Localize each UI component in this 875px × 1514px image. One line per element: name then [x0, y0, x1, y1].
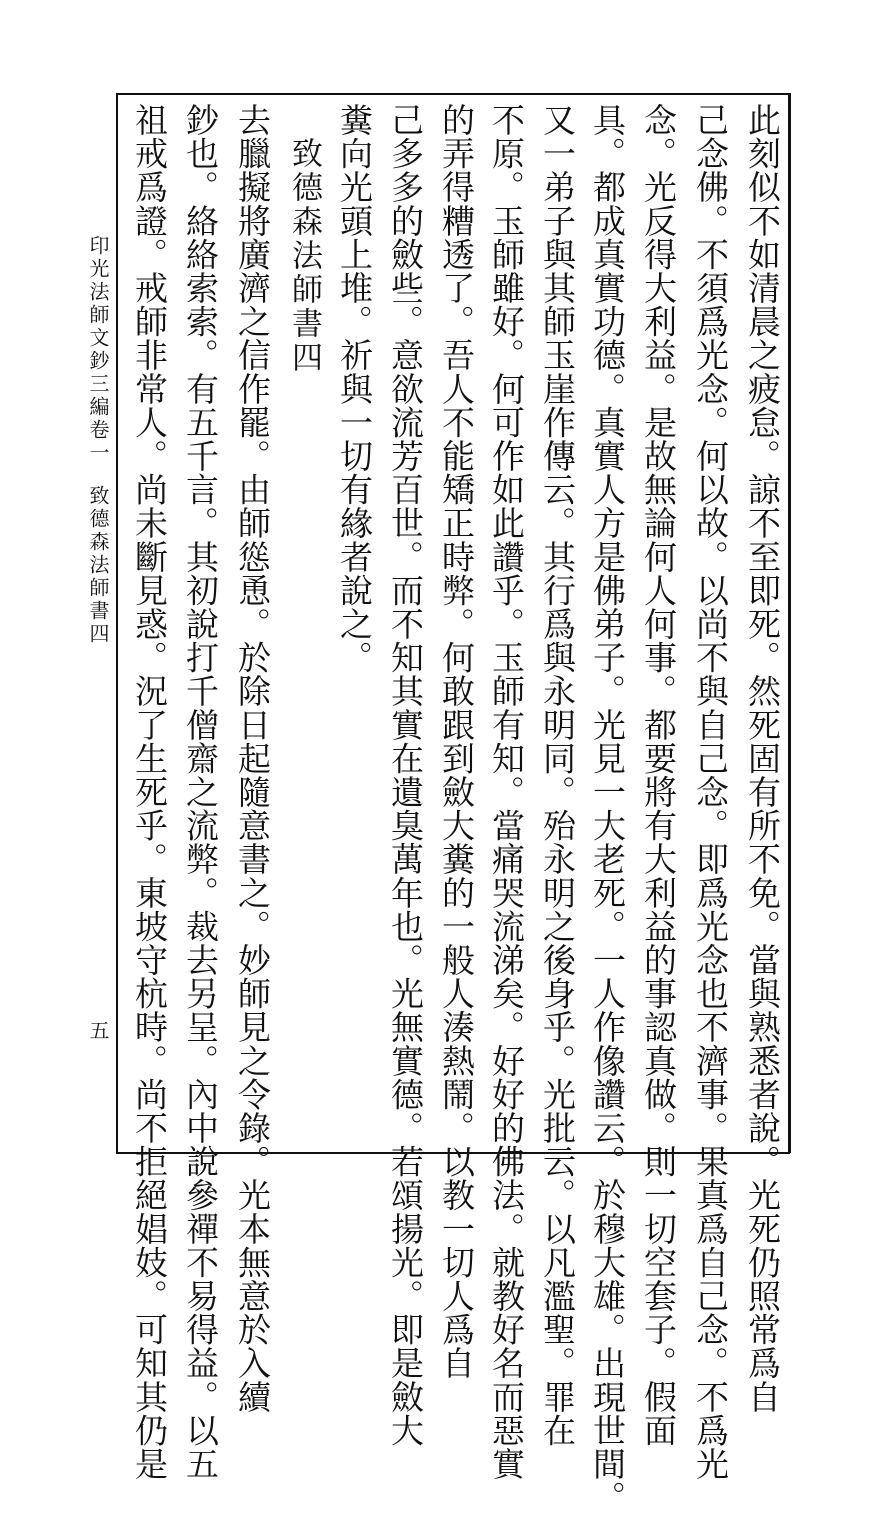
frame-left-border	[116, 93, 118, 1153]
text-column-12: 鈔也。絡絡索索。有五千言。其初說打千僧齋之流弊。裁去另呈。內中說參禪不易得益。以五	[181, 103, 220, 1481]
letter-heading: 致德森法師書四	[286, 103, 322, 375]
text-column-5: 又一弟子與其師玉崖作傳云。其行爲與永明同。殆永明之後身乎。光批云。以凡濫聖。罪在	[538, 103, 577, 1447]
text-column-4: 具。都成真實功德。真實人方是佛弟子。光見一大老死。一人作像讚云。於穆大雄。出現世間。	[588, 103, 627, 1514]
text-column-7: 的弄得糟透了。吾人不能矯正時弊。何敢跟到斂大糞的一般人湊熱鬧。以教一切人爲自	[437, 103, 476, 1380]
text-column-6: 不原。玉師雖好。何可作如此讚乎。玉師有知。當痛哭流涕矣。好好的佛法。就教好名而惡實	[487, 103, 526, 1481]
text-column-1: 此刻似不如清晨之疲怠。諒不至即死。然死固有所不免。當與熟悉者說。光死仍照常爲自	[743, 103, 782, 1414]
text-column-13: 祖戒爲證。戒師非常人。尚未斷見惑。況了生死乎。東坡守杭時。尚不拒絕娼妓。可知其仍是	[130, 103, 169, 1481]
text-column-11: 去臘擬將廣濟之信作罷。由師慫恿。於除日起隨意書之。妙師見之令錄。光本無意於入續	[233, 103, 272, 1414]
text-column-9: 糞向光頭上堆。祈與一切有緣者說之。	[335, 103, 374, 675]
text-column-2: 己念佛。不須爲光念。何以故。以尚不與自己念。即爲光念也不濟事。果真爲自己念。不爲光	[691, 103, 730, 1481]
text-column-8: 己多多的斂些。意欲流芳百世。而不知其實在遺臭萬年也。光無實德。若頌揚光。即是斂大	[386, 103, 425, 1447]
frame-right-border	[788, 93, 791, 1153]
frame-top-border	[116, 93, 790, 95]
book-title: 印光法師文鈔三編卷一	[86, 235, 110, 465]
section-title: 致德森法師書四	[86, 485, 110, 646]
text-column-3: 念。光反得大利益。是故無論何人何事。都要將有大利益的事認真做。則一切空套子。假面	[639, 103, 678, 1447]
page-number: 五	[86, 1020, 110, 1043]
